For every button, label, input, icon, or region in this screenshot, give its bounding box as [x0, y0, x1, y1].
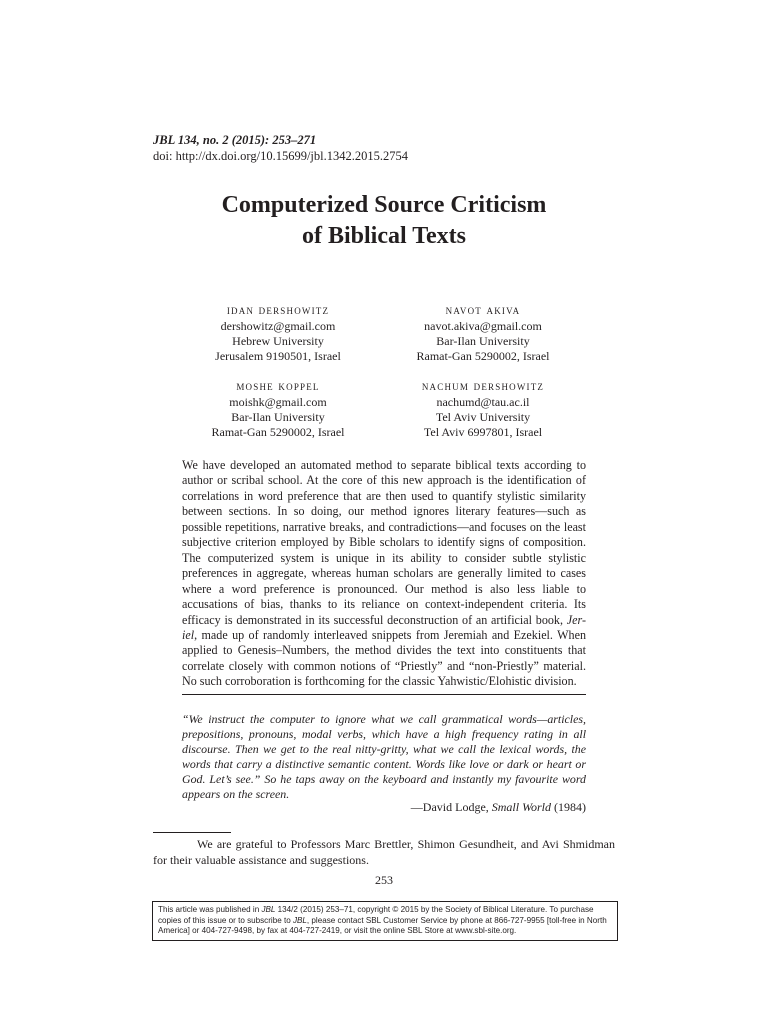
- author-email[interactable]: nachumd@tau.ac.il: [436, 395, 530, 409]
- page-number: 253: [375, 873, 393, 887]
- attribution-year: (1984): [551, 800, 586, 814]
- author-email[interactable]: dershowitz@gmail.com: [220, 319, 336, 333]
- author-name: moshe koppel: [236, 378, 320, 393]
- notice-text: , please contact SBL Customer Service by phone at 866-727-9955 [toll-free in North America] or 404-727-9498, by fax at 404-727-2419, or visit the online SBL Store at www.sbl-site.org.: [158, 915, 607, 936]
- author-address: Tel Aviv 6997801, Israel: [423, 425, 543, 439]
- author-block: [368, 378, 598, 440]
- author-address: Jerusalem 9190501, Israel: [215, 349, 341, 363]
- author-name: navot akiva: [445, 302, 521, 317]
- author-affiliation: Bar-Ilan University: [436, 334, 530, 348]
- attribution-book: Small World: [491, 800, 551, 814]
- author-name: idan dershowitz: [226, 302, 330, 317]
- notice-journal: JBL: [261, 905, 276, 914]
- notice-text: 134/2 (2015) 253–71, copyright © 2015 by the Society of Biblical Literature. To purchase copies of this issue or to subscribe to: [158, 905, 594, 925]
- acknowledgment-footnote: We are grateful to Professors Marc Brettler, Shimon Gesundheit, and Avi Shmidman for their valuable assistance and suggestions.: [153, 837, 615, 867]
- copyright-notice: [152, 901, 618, 941]
- abstract-book-title: Jer-iel: [182, 612, 586, 642]
- attribution-author: —David Lodge,: [410, 800, 492, 814]
- journal-reference: JBL 134, no. 2 (2015): 253–271: [153, 133, 317, 147]
- author-block: [368, 302, 598, 364]
- author-address: Ramat-Gan 5290002, Israel: [211, 425, 345, 439]
- author-block: [163, 378, 393, 440]
- title-line-2: of Biblical Texts: [301, 223, 467, 249]
- notice-text: This article was published in: [158, 905, 262, 914]
- epigraph-quote: “We instruct the computer to ignore what we call grammatical words—articles, prepositions, pronouns, modal verbs, which have a high frequency rating in all discourse. Then we get to the real nitty-gritty, what we call the lexical words, the words that carry a distinctive semantic content. Words like love or dark or heart or God. Let’s see.” So he taps away on the keyboard and instantly my favourite word appears on the screen.: [182, 712, 586, 801]
- author-affiliation: Tel Aviv University: [435, 410, 531, 424]
- abstract-text: We have developed an automated method to separate biblical texts according to author or scribal school. At the core of this new approach is the identification of correlations in word preference that are then used to quantify stylistic similarity between sections. In so doing, our method ignores literary features—such as possible repetitions, narrative breaks, and contradictions—and focuses on the least subjective criterion employed by Bible scholars to identify signs of composition. The computerized system is unique in its ability to consider subtle stylistic preferences in aggregate, whereas human scholars are generally limited to cases where a word preference is pronounced. Our method is also less liable to accusations of bias, thanks to its reliance on context-independent criteria. Its efficacy is demonstrated in its successful deconstruction of an artificial book,: [182, 458, 586, 627]
- section-divider: [182, 694, 586, 695]
- author-name: nachum dershowitz: [421, 378, 545, 393]
- author-affiliation: Bar-Ilan University: [231, 410, 325, 424]
- title-line-1: Computerized Source Criticism: [221, 192, 547, 218]
- doi-link[interactable]: doi: http://dx.doi.org/10.15699/jbl.1342.2015.2754: [153, 149, 408, 163]
- author-email[interactable]: navot.akiva@gmail.com: [424, 319, 542, 333]
- abstract: [182, 458, 586, 690]
- author-affiliation: Hebrew University: [232, 334, 324, 348]
- article-title: [153, 190, 615, 252]
- abstract-text-continued: , made up of randomly interleaved snippets from Jeremiah and Ezekiel. When applied to Genesis–Numbers, the method divides the text into constituents that correlate closely with common notions of “Priestly” and “non-Priestly” material. No such corroboration is forthcoming for the classic Yahwistic/Elohistic division.: [182, 627, 586, 689]
- journal-citation: [153, 132, 316, 148]
- epigraph-attribution: [182, 800, 586, 815]
- author-address: Ramat-Gan 5290002, Israel: [416, 349, 550, 363]
- footnote-divider: [153, 832, 231, 833]
- author-email[interactable]: moishk@gmail.com: [229, 395, 327, 409]
- author-block: [163, 302, 393, 364]
- notice-journal: JBL: [292, 915, 307, 925]
